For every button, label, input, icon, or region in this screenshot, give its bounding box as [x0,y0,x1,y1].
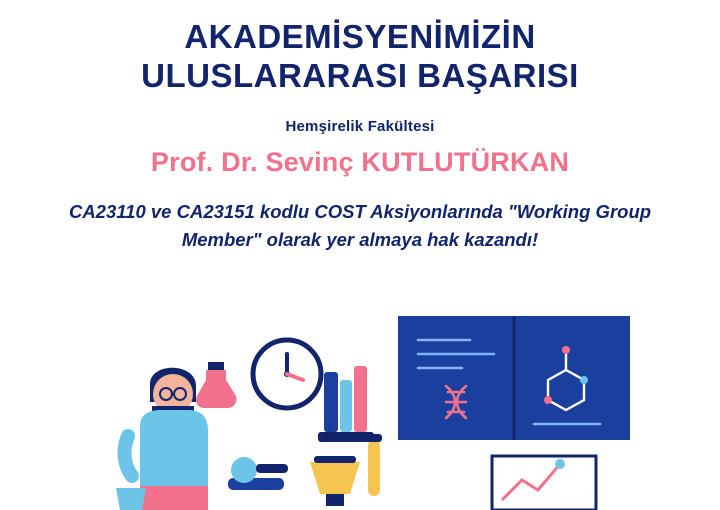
person-name: Prof. Dr. Sevinç KUTLUTÜRKAN [150,146,570,177]
headline-line-1: AKADEMİSYENİMİZİN [184,18,536,55]
dna-helix-icon [446,386,466,418]
microscope-icon [228,457,288,490]
test-tube-icon [366,434,382,496]
open-book-panel [398,316,630,440]
achievement-detail: CA23110 ve CA23151 kodlu COST Aksiyonlarında "Working Group Member" olarak yer almaya hak kazandı! [68,200,652,250]
illustration [0,310,720,510]
faculty-label: Hemşirelik Fakültesi [285,117,435,135]
wall-clock [253,340,321,408]
flask-icon [196,362,237,408]
page-title [0,0,720,96]
book-stack [318,366,374,442]
headline-line-2: ULUSLARARASI BAŞARISI [141,56,579,94]
document-sheet [492,456,596,510]
beaker-icon [310,456,360,506]
cup-icon [116,488,146,510]
